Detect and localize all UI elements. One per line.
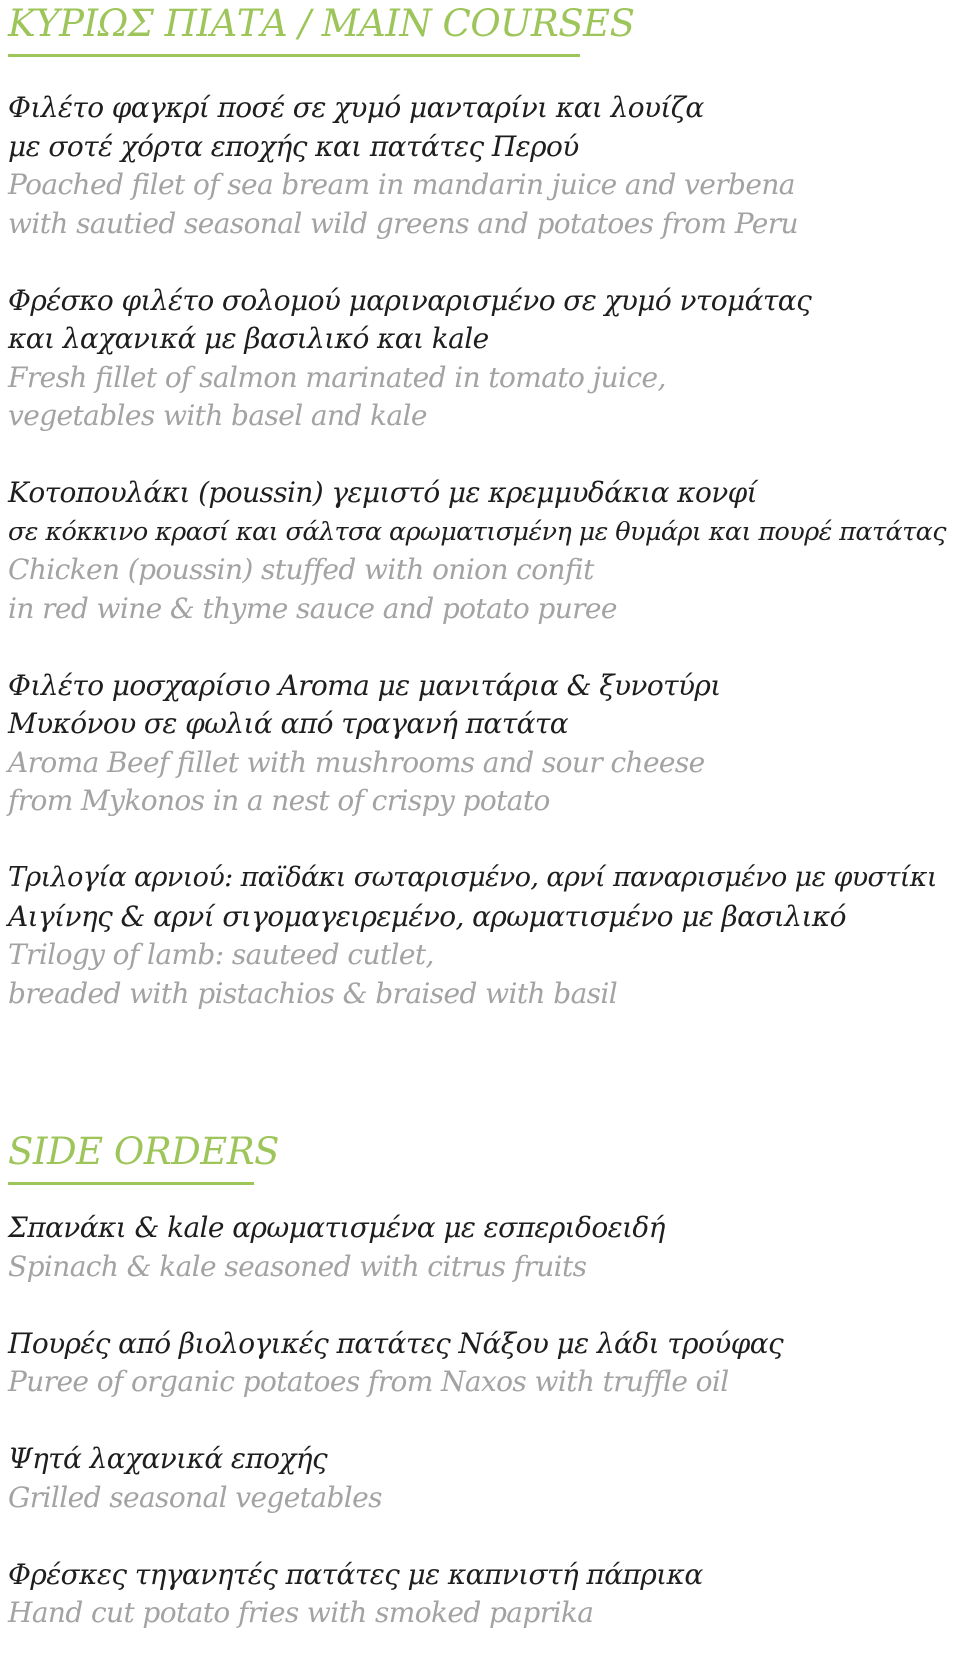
dish-english-line: with sautied seasonal wild greens and potatoes from Peru [8,206,798,240]
dish-english-line: vegetables with basel and kale [8,399,427,432]
main-courses-title: ΚΥΡΙΩΣ ΠΙΑΤΑ / MAIN COURSES [8,2,635,45]
dish-poussin [8,474,948,628]
dish-greek-line: και λαχανικά με βασιλικό και kale [8,322,489,355]
main-courses-list [8,89,948,1013]
side-orders-section [8,1128,948,1633]
dish-english-line: Spinach & kale seasoned with citrus fruits [8,1249,587,1283]
side-grilled-vegetables [8,1440,948,1517]
dish-greek-line: με σοτέ χόρτα εποχής και πατάτες Περού [8,129,579,163]
dish-greek-line: Μυκόνου σε φωλιά από τραγανή πατάτα [8,707,569,740]
side-spinach-kale [8,1209,948,1286]
dish-english-line: Poached filet of sea bream in mandarin juice and verbena [8,168,795,201]
dish-greek-line: Πουρές από βιολογικές πατάτες Νάξου με λάδι τρούφας [8,1326,784,1360]
dish-english-line: Hand cut potato fries with smoked paprika [8,1596,594,1629]
dish-greek-line: Φρέσκες τηγανητές πατάτες με καπνιστή πάπρικα [8,1557,703,1591]
dish-english-line: Aroma Beef fillet with mushrooms and sour cheese [8,745,705,779]
dish-english-line: Grilled seasonal vegetables [8,1480,382,1514]
side-orders-title-underline [8,1182,254,1185]
dish-english-line: Chicken (poussin) stuffed with onion confit [8,553,594,586]
side-orders-list [8,1209,948,1633]
dish-greek-line: Σπανάκι & kale αρωματισμένα με εσπεριδοειδή [8,1211,665,1244]
dish-beef-fillet [8,667,948,821]
dish-lamb-trilogy [8,859,948,1013]
dish-salmon [8,282,948,436]
side-potato-puree [8,1325,948,1402]
dish-english-line: Fresh fillet of salmon marinated in tomato juice, [8,360,666,394]
dish-english-line: Trilogy of lamb: sauteed cutlet, [8,938,434,971]
side-orders-title: SIDE ORDERS [8,1130,279,1173]
dish-greek-line: Φρέσκο φιλέτο σολομού μαριναρισμένο σε χυμό ντομάτας [8,283,812,317]
dish-sea-bream [8,89,948,243]
dish-greek-line: σε κόκκινο κρασί και σάλτσα αρωματισμένη με θυμάρι και πουρέ πατάτας [8,516,946,547]
dish-english-line: Puree of organic potatoes from Naxos with truffle oil [8,1365,729,1398]
main-courses-section [8,0,948,1013]
dish-greek-line: Αιγίνης & αρνί σιγομαγειρεμένο, αρωματισμένο με βασιλικό [8,899,846,933]
dish-greek-line: Κοτοπουλάκι (poussin) γεμιστό με κρεμμυδάκια κονφί [8,476,758,509]
dish-greek-line: Φιλέτο φαγκρί ποσέ σε χυμό μανταρίνι και λουίζα [8,91,704,124]
dish-greek-line: Ψητά λαχανικά εποχής [8,1442,328,1475]
dish-english-line: in red wine & thyme sauce and potato puree [8,591,617,625]
main-courses-title-underline [8,54,580,57]
dish-greek-line: Τριλογία αρνιού: παϊδάκι σωταρισμένο, αρνί παναρισμένο με φυστίκι [8,862,937,893]
side-potato-fries [8,1556,948,1633]
dish-english-line: from Mykonos in a nest of crispy potato [8,784,550,817]
dish-english-line: breaded with pistachios & braised with basil [8,976,618,1010]
dish-greek-line: Φιλέτο μοσχαρίσιο Aroma με μανιτάρια & ξυνοτύρι [8,668,721,702]
menu-page [8,0,948,1633]
